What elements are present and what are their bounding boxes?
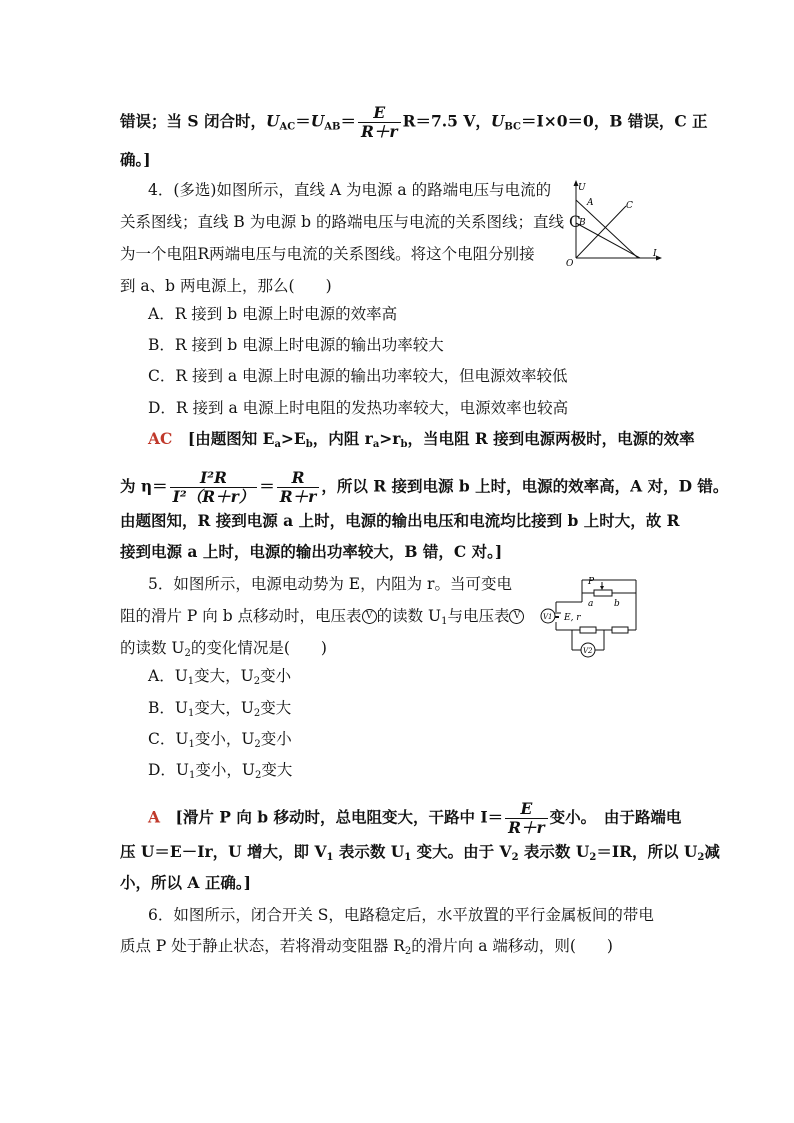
q5-option-a: A．$U_1$变大，$U_2$变小 xyxy=(148,667,292,687)
svg-text:V2: V2 xyxy=(583,647,593,655)
q6-stem-line-1: 6．如图所示，闭合开关 S，电路稳定后，水平放置的平行金属板间的带电 xyxy=(148,906,654,924)
svg-text:b: b xyxy=(614,599,620,609)
svg-text:A: A xyxy=(587,198,594,208)
voltmeter-1-icon: V xyxy=(362,609,377,624)
q4-answer-key: AC xyxy=(148,429,173,448)
q5-answer-line-2: 压 U＝E－Ir，U 增大，即 $V_1$ 表示数 $U_1$ 变大。由于 $V_2$ 表示数 $U_2=IR$，所以 $U_2$减 xyxy=(120,842,720,863)
q5-option-c: C．$U_1$变小，$U_2$变小 xyxy=(148,730,292,750)
q4-stem-line-3: 为一个电阻R两端电压与电流的关系图线。将这个电阻分别接 xyxy=(120,245,535,263)
voltmeter-2-icon: V xyxy=(509,609,524,624)
q6-stem-line-2: 质点 P 处于静止状态，若将滑动变阻器 $R_2$的滑片向 a 端移动，则( ) xyxy=(120,937,613,957)
q5-option-d: D．$U_1$变小，$U_2$变大 xyxy=(148,761,293,781)
q4-stem-line-4: 到 a、b 两电源上，那么( ) xyxy=(120,277,332,295)
q4-stem-line-2: 关系图线；直线 B 为电源 b 的路端电压与电流的关系图线；直线 C xyxy=(120,213,581,231)
q4-answer-line-4: 接到电源 a 上时，电源的输出功率较大，B 错，C 对。] xyxy=(120,542,503,561)
svg-text:E, r: E, r xyxy=(564,613,581,623)
q4-answer-line-3: 由题图知，R 接到电源 a 上时，电源的输出电压和电流均比接到 b 上时大，故 R xyxy=(120,511,680,530)
q4-ui-graph xyxy=(560,178,670,268)
q5-option-b: B．$U_1$变大，$U_2$变大 xyxy=(148,699,292,719)
svg-text:U: U xyxy=(578,183,586,193)
q4-option-b: B．R 接到 b 电源上时电源的输出功率较大 xyxy=(148,336,444,354)
efficiency-fraction-1: $\frac{\text{I²R}}{\text{I²（R＋r）}}$ xyxy=(170,469,258,506)
q4-option-d: D．R 接到 a 电源上时电阻的发热功率较大，电源效率也较高 xyxy=(148,399,569,417)
q5-answer-key: A xyxy=(148,807,161,827)
q5-stem-line-1: 5．如图所示，电源电动势为 E，内阻为 r。当可变电 xyxy=(148,575,512,593)
svg-text:C: C xyxy=(626,201,633,211)
q5-answer-line-3: 小，所以 A 正确。] xyxy=(120,873,251,892)
current-fraction: $\frac{E}{R+r}$ xyxy=(505,800,548,837)
svg-text:P: P xyxy=(588,577,595,587)
svg-text:a: a xyxy=(588,599,594,609)
efficiency-fraction-2: $\frac{R}{R+r}$ xyxy=(277,469,320,506)
q4-stem-line-1: 4．(多选)如图所示，直线 A 为电源 a 的路端电压与电流的 xyxy=(148,181,552,199)
svg-text:O: O xyxy=(566,259,574,268)
prev-answer-line-2: 确。] xyxy=(120,150,151,169)
q5-stem-line-3: 的读数 $U_2$的变化情况是( ) xyxy=(120,639,327,659)
fraction: $\frac{E}{R+r}$ xyxy=(358,104,401,141)
q4-answer-line-2: 为 η＝ $\frac{\text{I²R}}{\text{I²（R＋r）}}$ ＝ $\frac{R}{R+r}$ ，所以 R 接到电源 b 上时，电源的效率高，A 对，D 错。 xyxy=(120,468,729,506)
q5-answer-line-1: A [滑片 P 向 b 移动时，总电阻变大，干路中 I＝ $\frac{E}{R+r}$ 变小。 由于路端电 xyxy=(148,799,682,837)
q5-stem-line-2: 阻的滑片 P 向 b 点移动时，电压表 V 的读数 $U_1$与电压表 V xyxy=(120,606,524,626)
q4-answer-line-1: AC [由题图知 $E_a>E_b$，内阻 $r_a>r_b$，当电阻 R 接到电源两极时，电源的效率 xyxy=(148,429,695,450)
prev-answer-line-1: 错误；当 S 闭合时，$U_{AC}=U_{AB}=$ $\frac{E}{R+r}$ R＝7.5 V，$U_{BC}=I\times 0=0$，B 错误，C 正 xyxy=(120,103,708,141)
q4-option-a: A．R 接到 b 电源上时电源的效率高 xyxy=(148,305,398,323)
q5-circuit-diagram xyxy=(536,572,656,664)
svg-text:B: B xyxy=(579,218,586,228)
q4-option-c: C．R 接到 a 电源上时电源的输出功率较大，但电源效率较低 xyxy=(148,367,568,385)
svg-text:I: I xyxy=(653,249,657,259)
svg-text:V1: V1 xyxy=(543,613,553,621)
